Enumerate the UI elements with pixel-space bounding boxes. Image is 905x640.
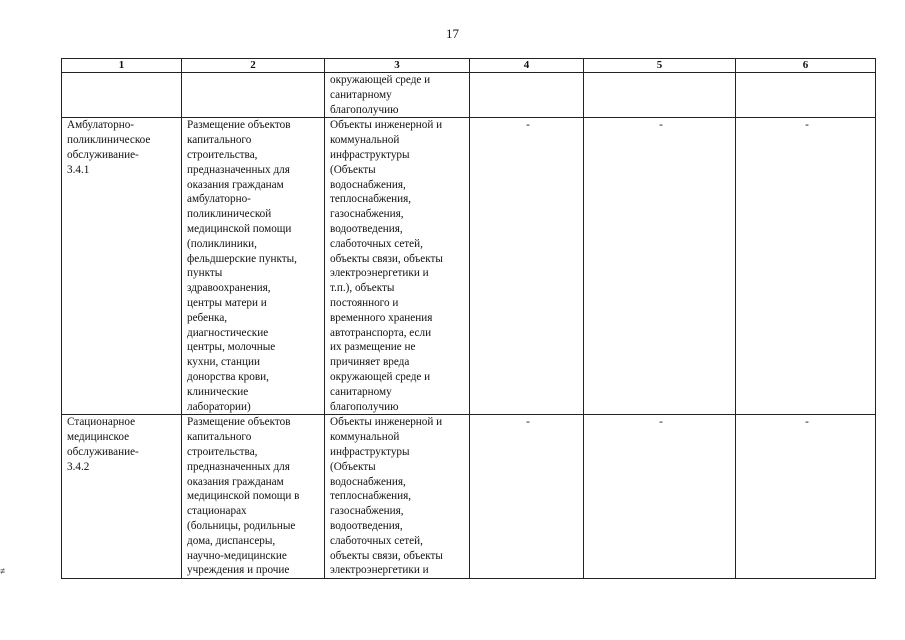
cell-text-line: автотранспорта, если (330, 326, 432, 339)
cell-text-line: электроэнергетики и (330, 267, 429, 280)
cell-text-line: объекты связи, объекты (330, 252, 443, 265)
cell-text-line: коммунальной (330, 134, 400, 147)
cell-text-line: инфраструктуры (330, 148, 410, 161)
cell-text-line: 3.4.1 (67, 163, 90, 176)
table-cell-5: - (584, 415, 736, 579)
cell-text-line: пункты (187, 267, 223, 280)
cell-text-line: медицинской помощи (187, 222, 292, 235)
land-use-table (61, 58, 876, 579)
cell-text-line: благополучию (330, 103, 399, 116)
cell-text-line: временного хранения (330, 311, 433, 324)
cell-text-line: Амбулаторно- (67, 119, 135, 132)
cell-text-line: строительства, (187, 148, 258, 161)
cell-text-line: обслуживание- (67, 445, 139, 458)
header-col-1: 1 (62, 59, 182, 73)
table-cell-2 (182, 73, 325, 118)
cell-text-line: их размещение не (330, 341, 416, 354)
cell-text-line: Стационарное (67, 416, 136, 429)
table-cell-3 (325, 118, 470, 415)
cell-text-line: постоянного и (330, 296, 399, 309)
header-col-6: 6 (736, 59, 876, 73)
table-cell-2 (182, 118, 325, 415)
cell-text-line: учреждения и прочие (187, 564, 290, 577)
cell-text-line: поликлинической (187, 208, 272, 221)
cell-text-line: водоотведения, (330, 519, 403, 532)
cell-text-line: здравоохранения, (187, 282, 271, 295)
header-col-2: 2 (182, 59, 325, 73)
cell-text-line: теплоснабжения, (330, 193, 412, 206)
cell-text-line: (поликлиники, (187, 237, 257, 250)
cell-text-line: водоснабжения, (330, 178, 406, 191)
cell-text-line: (Объекты (330, 460, 376, 473)
cell-text-line: центры, молочные (187, 341, 276, 354)
cell-text-line: Объекты инженерной и (330, 119, 443, 132)
cell-text-line: строительства, (187, 445, 258, 458)
table-cell-4 (470, 73, 584, 118)
cell-text-line: научно-медицинские (187, 549, 287, 562)
cell-text-line: оказания гражданам (187, 178, 284, 191)
table-cell-3 (325, 73, 470, 118)
table-cell-6: - (736, 415, 876, 579)
cell-text-line: окружающей среде и (330, 74, 431, 86)
cell-text-line: санитарному (330, 385, 392, 398)
table-cell-1 (62, 415, 182, 579)
cell-text-line: дома, диспансеры, (187, 534, 276, 547)
cell-text-line: слаботочных сетей, (330, 534, 423, 547)
cell-text-line: причиняет вреда (330, 356, 410, 369)
cell-text-line: Объекты инженерной и (330, 416, 443, 429)
cell-text-line: Размещение объектов (187, 119, 291, 132)
table-row (62, 415, 876, 579)
cell-text-line: предназначенных для (187, 163, 290, 176)
cell-text-line: газоснабжения, (330, 505, 404, 518)
cell-text-line: стационарах (187, 505, 247, 518)
table-cell-1 (62, 73, 182, 118)
cell-text-line: диагностические (187, 326, 269, 339)
cell-text-line: (Объекты (330, 163, 376, 176)
table-body (62, 73, 876, 579)
cell-text-line: коммунальной (330, 431, 400, 444)
cell-text-line: поликлиническое (67, 134, 151, 147)
cell-text-line: фельдшерские пункты, (187, 252, 297, 265)
cell-text-line: амбулаторно- (187, 193, 251, 206)
cell-text-line: т.п.), объекты (330, 282, 395, 295)
table-cell-4: - (470, 415, 584, 579)
cell-text-line: объекты связи, объекты (330, 549, 443, 562)
cell-text-line: предназначенных для (187, 460, 290, 473)
cell-text-line: оказания гражданам (187, 475, 284, 488)
table-cell-1 (62, 118, 182, 415)
header-col-3: 3 (325, 59, 470, 73)
cell-text-line: центры матери и (187, 296, 267, 309)
cell-text-line: клинические (187, 385, 249, 398)
cell-text-line: донорства крови, (187, 370, 269, 383)
header-col-5: 5 (584, 59, 736, 73)
cell-text-line: (больницы, родильные (187, 519, 296, 532)
table-cell-6 (736, 73, 876, 118)
table-cell-6: - (736, 118, 876, 415)
table-cell-5: - (584, 118, 736, 415)
cell-text-line: инфраструктуры (330, 445, 410, 458)
cell-text-line: слаботочных сетей, (330, 237, 423, 250)
cell-text-line: газоснабжения, (330, 208, 404, 221)
margin-mark: ≢ (0, 566, 9, 576)
cell-text-line: Размещение объектов (187, 416, 291, 429)
cell-text-line: кухни, станции (187, 356, 260, 369)
table-header-row (62, 59, 876, 73)
cell-text-line: ребенка, (187, 311, 228, 324)
cell-text-line: медицинское (67, 431, 130, 444)
table-cell-2 (182, 415, 325, 579)
table-row (62, 118, 876, 415)
cell-text-line: капитального (187, 431, 252, 444)
page-number: 17 (446, 26, 459, 41)
cell-text-line: медицинской помощи в (187, 490, 300, 503)
cell-text-line: благополучию (330, 400, 399, 413)
cell-text-line: окружающей среде и (330, 370, 431, 383)
table-cell-4: - (470, 118, 584, 415)
cell-text-line: электроэнергетики и (330, 564, 429, 577)
table-row (62, 73, 876, 118)
cell-text-line: лаборатории) (187, 400, 251, 413)
cell-text-line: санитарному (330, 88, 392, 101)
table-cell-3 (325, 415, 470, 579)
cell-text-line: капитального (187, 134, 252, 147)
cell-text-line: водоотведения, (330, 222, 403, 235)
cell-text-line: обслуживание- (67, 148, 139, 161)
cell-text-line: водоснабжения, (330, 475, 406, 488)
cell-text-line: 3.4.2 (67, 460, 90, 473)
cell-text-line: теплоснабжения, (330, 490, 412, 503)
table-cell-5 (584, 73, 736, 118)
header-col-4: 4 (470, 59, 584, 73)
